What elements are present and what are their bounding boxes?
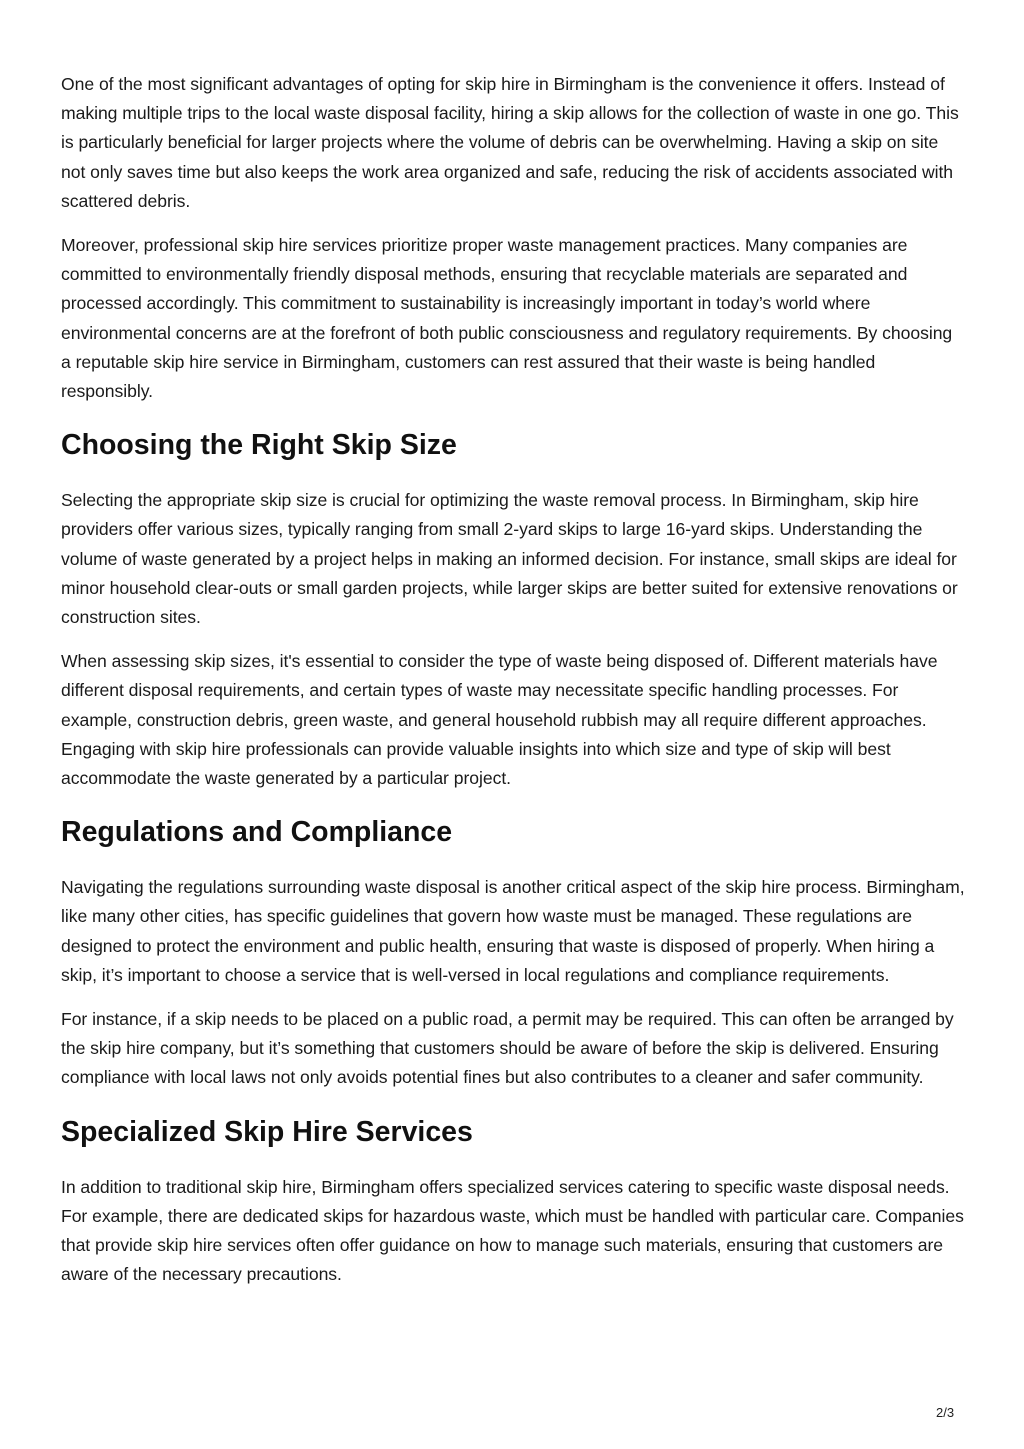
paragraph-regulations: Navigating the regulations surrounding waste disposal is another critical aspect of the skip hire process. Birmingham, like many other cities, has specific guidelines that govern how waste must be managed. These regulations are designed to protect the environment and public health, ensuring that waste is disposed of properly. When hiring a skip, it’s important to choose a service that is well-versed in local regulations and compliance requirements. (61, 877, 965, 985)
paragraph-permits: For instance, if a skip needs to be placed on a public road, a permit may be required. This can often be arranged by the skip hire company, but it’s something that customers should be aware of before the skip is delivered. Ensuring compliance with local laws not only avoids potential fines but also contributes to a cleaner and safer community. (61, 1009, 954, 1088)
paragraph-waste-management: Moreover, professional skip hire services prioritize proper waste management practices. Many companies are committed to environmentally friendly disposal methods, ensuring that recyclable materials are separated and processed accordingly. This commitment to sustainability is increasingly important in today’s world where environmental concerns are at the forefront of both public consciousness and regulatory requirements. By choosing a reputable skip hire service in Birmingham, customers can rest assured that their waste is being handled responsibly. (61, 235, 953, 402)
heading-specialized-services: Specialized Skip Hire Services (61, 1115, 473, 1148)
heading-regulations: Regulations and Compliance (61, 816, 453, 849)
document-page (61, 70, 966, 1305)
heading-choosing-skip-size: Choosing the Right Skip Size (61, 429, 457, 462)
page-number: 2/3 (936, 1405, 955, 1420)
paragraph-assessing-sizes: When assessing skip sizes, it's essential to consider the type of waste being disposed of. Different materials have different disposal requirements, and certain types of waste may necessitate specific handling processes. For example, construction debris, green waste, and general household rubbish may all require different approaches. Engaging with skip hire professionals can provide valuable insights into which size and type of skip will best accommodate the waste generated by a particular project. (61, 651, 938, 789)
paragraph-convenience: One of the most significant advantages of opting for skip hire in Birmingham is the convenience it offers. Instead of making multiple trips to the local waste disposal facility, hiring a skip allows for the collection of waste in one go. This is particularly beneficial for larger projects where the volume of debris can be overwhelming. Having a skip on site not only saves time but also keeps the work area organized and safe, reducing the risk of accidents associated with scattered debris. (61, 74, 959, 211)
paragraph-specialized: In addition to traditional skip hire, Birmingham offers specialized services catering to specific waste disposal needs. For example, there are dedicated skips for hazardous waste, which must be handled with particular care. Companies that provide skip hire services often offer guidance on how to manage such materials, ensuring that customers are aware of the necessary precautions. (61, 1176, 964, 1285)
paragraph-skip-sizes: Selecting the appropriate skip size is crucial for optimizing the waste removal process. In Birmingham, skip hire providers offer various sizes, typically ranging from small 2-yard skips to large 16-yard skips. Understanding the volume of waste generated by a project helps in making an informed decision. For instance, small skips are ideal for minor household clear-outs or small garden projects, while larger skips are better suited for extensive renovations or construction sites. (61, 490, 958, 628)
